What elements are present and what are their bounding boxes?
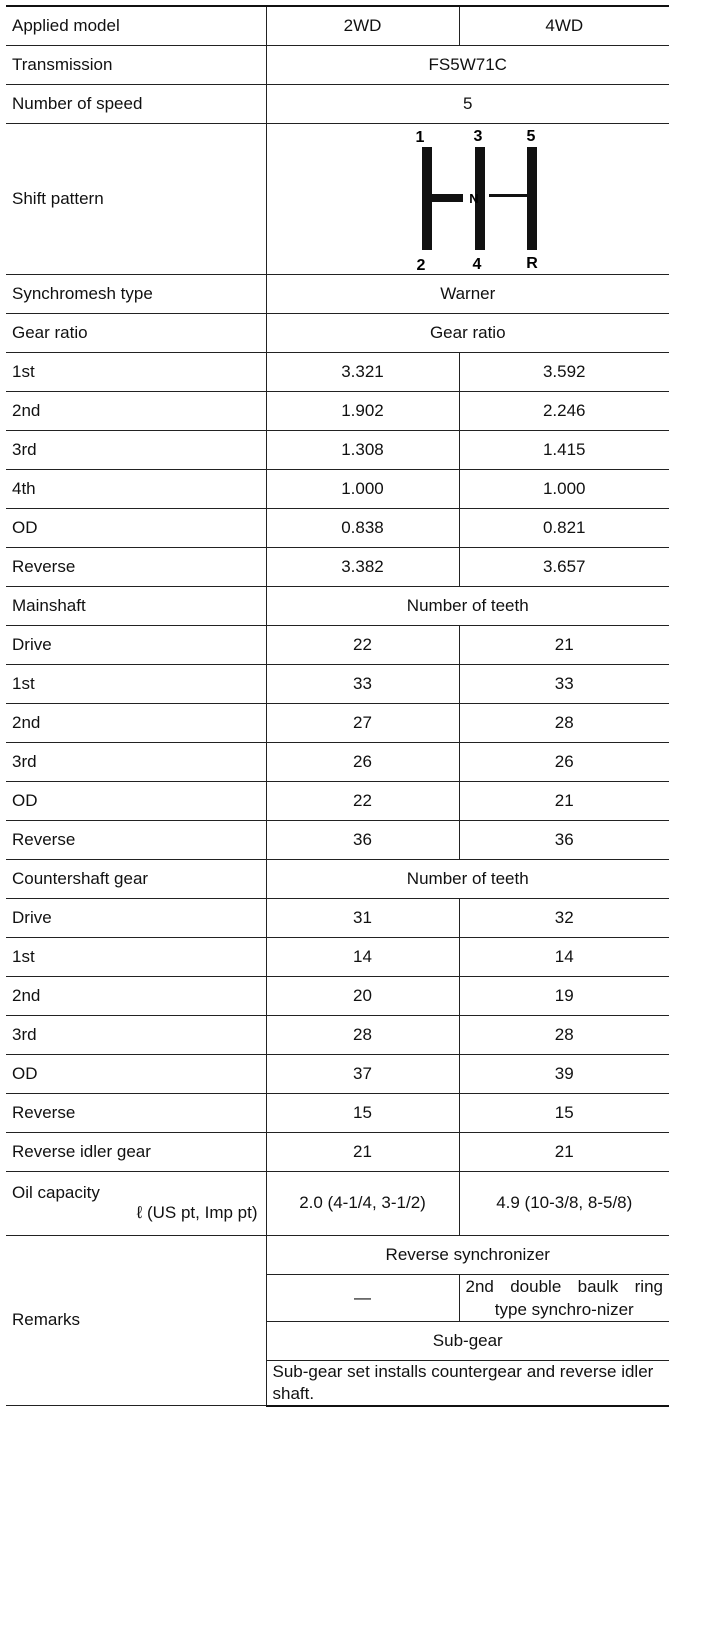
gate-5-r bbox=[527, 147, 537, 250]
mainshaft-row-label: Drive bbox=[6, 625, 266, 664]
gear-ratio-4wd: 1.415 bbox=[459, 430, 669, 469]
reverse-idler-row bbox=[6, 1132, 669, 1171]
countershaft-row bbox=[6, 937, 669, 976]
mainshaft-teeth-header: Number of teeth bbox=[266, 586, 669, 625]
countershaft-4wd: 19 bbox=[459, 976, 669, 1015]
shift-pattern-row bbox=[6, 123, 669, 274]
gate-crossbar-left bbox=[430, 194, 463, 202]
mainshaft-row-label: 3rd bbox=[6, 742, 266, 781]
transmission-label: Transmission bbox=[6, 45, 266, 84]
mainshaft-4wd: 21 bbox=[459, 781, 669, 820]
mainshaft-row bbox=[6, 625, 669, 664]
countershaft-row-label: 1st bbox=[6, 937, 266, 976]
mainshaft-2wd: 36 bbox=[266, 820, 459, 859]
countershaft-row bbox=[6, 898, 669, 937]
gear-ratio-4wd: 1.000 bbox=[459, 469, 669, 508]
synchromesh-row bbox=[6, 274, 669, 313]
speeds-label: Number of speed bbox=[6, 84, 266, 123]
gear-ratio-2wd: 3.321 bbox=[266, 352, 459, 391]
gear-3-label: 3 bbox=[473, 127, 483, 145]
speeds-value: 5 bbox=[266, 84, 669, 123]
gear-ratio-4wd: 3.657 bbox=[459, 547, 669, 586]
gear-ratio-row-label: 4th bbox=[6, 469, 266, 508]
remarks-row bbox=[6, 1235, 669, 1274]
gear-ratio-2wd: 1.902 bbox=[266, 391, 459, 430]
gear-4-label: 4 bbox=[472, 255, 482, 273]
shift-pattern-label: Shift pattern bbox=[6, 123, 266, 274]
gear-ratio-row-label: OD bbox=[6, 508, 266, 547]
oil-capacity-unit: ℓ (US pt, Imp pt) bbox=[136, 1203, 258, 1222]
countershaft-label: Countershaft gear bbox=[6, 859, 266, 898]
oil-capacity-2wd: 2.0 (4-1/4, 3-1/2) bbox=[266, 1171, 459, 1235]
mainshaft-row bbox=[6, 820, 669, 859]
sub-gear-header: Sub-gear bbox=[266, 1321, 669, 1360]
countershaft-4wd: 39 bbox=[459, 1054, 669, 1093]
gear-ratio-4wd: 0.821 bbox=[459, 508, 669, 547]
mainshaft-2wd: 33 bbox=[266, 664, 459, 703]
col-4wd-header: 4WD bbox=[459, 6, 669, 45]
mainshaft-row-label: OD bbox=[6, 781, 266, 820]
gear-ratio-4wd: 2.246 bbox=[459, 391, 669, 430]
countershaft-2wd: 31 bbox=[266, 898, 459, 937]
mainshaft-4wd: 36 bbox=[459, 820, 669, 859]
reverse-idler-4wd: 21 bbox=[459, 1132, 669, 1171]
oil-capacity-row bbox=[6, 1171, 669, 1235]
gear-ratio-row bbox=[6, 391, 669, 430]
countershaft-2wd: 14 bbox=[266, 937, 459, 976]
mainshaft-label: Mainshaft bbox=[6, 586, 266, 625]
applied-model-label: Applied model bbox=[6, 6, 266, 45]
mainshaft-row bbox=[6, 742, 669, 781]
transmission-row bbox=[6, 45, 669, 84]
mainshaft-header-row bbox=[6, 586, 669, 625]
gear-ratio-2wd: 1.308 bbox=[266, 430, 459, 469]
mainshaft-row-label: 1st bbox=[6, 664, 266, 703]
countershaft-row-label: Reverse bbox=[6, 1093, 266, 1132]
reverse-synchronizer-2wd: — bbox=[266, 1274, 459, 1321]
countershaft-row-label: 2nd bbox=[6, 976, 266, 1015]
gear-ratio-2wd: 0.838 bbox=[266, 508, 459, 547]
gear-ratio-row bbox=[6, 469, 669, 508]
oil-capacity-title: Oil capacity bbox=[12, 1183, 100, 1202]
header-row bbox=[6, 6, 669, 45]
countershaft-row-label: OD bbox=[6, 1054, 266, 1093]
countershaft-4wd: 14 bbox=[459, 937, 669, 976]
mainshaft-4wd: 26 bbox=[459, 742, 669, 781]
specifications-table bbox=[6, 5, 669, 1407]
reverse-synchronizer-header: Reverse synchronizer bbox=[266, 1235, 669, 1274]
countershaft-2wd: 28 bbox=[266, 1015, 459, 1054]
gear-ratio-label: Gear ratio bbox=[6, 313, 266, 352]
mainshaft-2wd: 26 bbox=[266, 742, 459, 781]
oil-capacity-label bbox=[6, 1171, 266, 1235]
countershaft-4wd: 28 bbox=[459, 1015, 669, 1054]
countershaft-header-row bbox=[6, 859, 669, 898]
mainshaft-row bbox=[6, 781, 669, 820]
gear-ratio-2wd: 1.000 bbox=[266, 469, 459, 508]
countershaft-row-label: 3rd bbox=[6, 1015, 266, 1054]
gear-ratio-4wd: 3.592 bbox=[459, 352, 669, 391]
mainshaft-2wd: 27 bbox=[266, 703, 459, 742]
reverse-idler-label: Reverse idler gear bbox=[6, 1132, 266, 1171]
mainshaft-4wd: 33 bbox=[459, 664, 669, 703]
countershaft-2wd: 20 bbox=[266, 976, 459, 1015]
mainshaft-4wd: 28 bbox=[459, 703, 669, 742]
countershaft-row bbox=[6, 1054, 669, 1093]
neutral-label: N bbox=[469, 190, 479, 206]
countershaft-2wd: 37 bbox=[266, 1054, 459, 1093]
gear-ratio-header: Gear ratio bbox=[266, 313, 669, 352]
mainshaft-row bbox=[6, 703, 669, 742]
gear-ratio-row bbox=[6, 352, 669, 391]
sub-gear-text: Sub-gear set installs countergear and reverse idler shaft. bbox=[266, 1360, 669, 1406]
gear-5-label: 5 bbox=[526, 127, 536, 145]
mainshaft-row-label: 2nd bbox=[6, 703, 266, 742]
gear-ratio-row-label: 1st bbox=[6, 352, 266, 391]
countershaft-row bbox=[6, 976, 669, 1015]
remarks-label: Remarks bbox=[6, 1235, 266, 1406]
gear-ratio-2wd: 3.382 bbox=[266, 547, 459, 586]
reverse-synchronizer-4wd: 2nd double baulk ring type synchro-nizer bbox=[459, 1274, 669, 1321]
gear-ratio-row bbox=[6, 547, 669, 586]
countershaft-2wd: 15 bbox=[266, 1093, 459, 1132]
gear-1-label: 1 bbox=[415, 128, 425, 146]
countershaft-row-label: Drive bbox=[6, 898, 266, 937]
mainshaft-row bbox=[6, 664, 669, 703]
countershaft-4wd: 32 bbox=[459, 898, 669, 937]
mainshaft-2wd: 22 bbox=[266, 625, 459, 664]
countershaft-4wd: 15 bbox=[459, 1093, 669, 1132]
countershaft-row bbox=[6, 1015, 669, 1054]
transmission-value: FS5W71C bbox=[266, 45, 669, 84]
mainshaft-2wd: 22 bbox=[266, 781, 459, 820]
gear-ratio-row-label: 3rd bbox=[6, 430, 266, 469]
gate-crossbar-right bbox=[489, 194, 529, 197]
col-2wd-header: 2WD bbox=[266, 6, 459, 45]
countershaft-row bbox=[6, 1093, 669, 1132]
synchromesh-value: Warner bbox=[266, 274, 669, 313]
gear-ratio-row bbox=[6, 430, 669, 469]
shift-pattern-diagram bbox=[393, 124, 543, 274]
countershaft-teeth-header: Number of teeth bbox=[266, 859, 669, 898]
mainshaft-4wd: 21 bbox=[459, 625, 669, 664]
gear-ratio-row-label: Reverse bbox=[6, 547, 266, 586]
gear-r-label: R bbox=[525, 254, 538, 272]
gear-ratio-row bbox=[6, 508, 669, 547]
oil-capacity-4wd: 4.9 (10-3/8, 8-5/8) bbox=[459, 1171, 669, 1235]
gear-2-label: 2 bbox=[416, 256, 426, 274]
gear-ratio-row-label: 2nd bbox=[6, 391, 266, 430]
synchromesh-label: Synchromesh type bbox=[6, 274, 266, 313]
gear-ratio-header-row bbox=[6, 313, 669, 352]
mainshaft-row-label: Reverse bbox=[6, 820, 266, 859]
shift-pattern-cell bbox=[266, 123, 669, 274]
reverse-idler-2wd: 21 bbox=[266, 1132, 459, 1171]
speeds-row bbox=[6, 84, 669, 123]
